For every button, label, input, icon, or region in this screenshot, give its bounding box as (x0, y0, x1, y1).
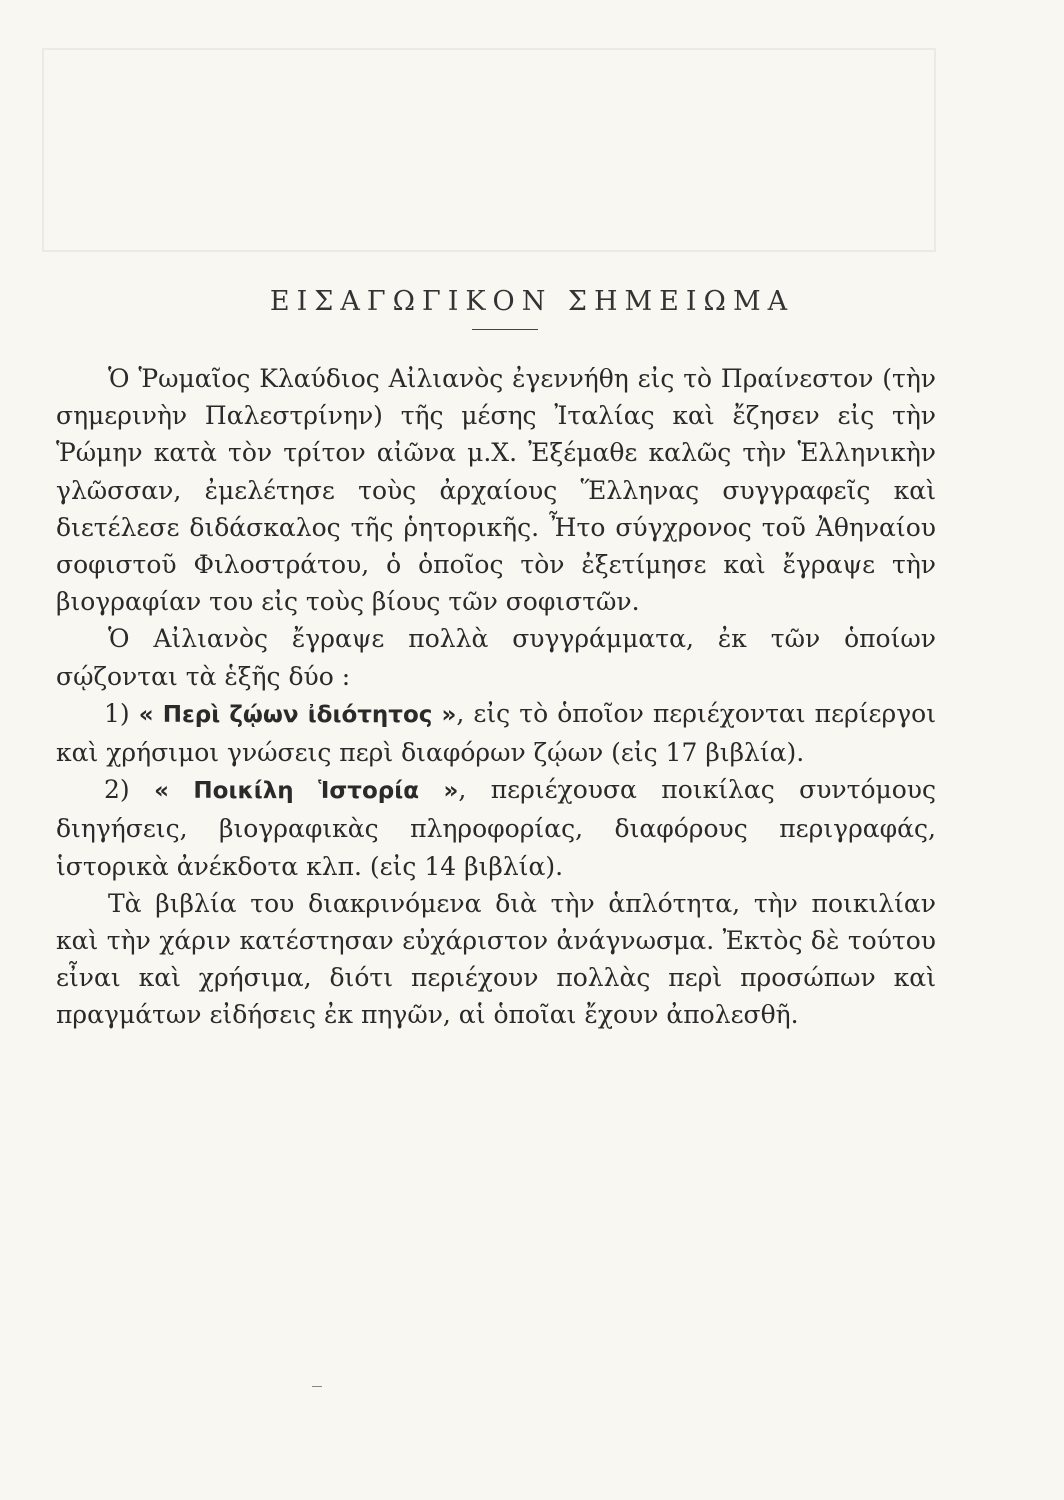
list-item (56, 771, 936, 885)
paragraph-works: Ὁ Αἰλιανὸς ἔγραψε πολλὰ συγγράμματα, ἐκ τῶν ὁποίων σῴζονται τὰ ἑξῆς δύο : (56, 624, 936, 691)
item-number: 2) (104, 775, 130, 805)
item-text: , εἰς τὸ ὁποῖον περιέχονται περίεργοι καὶ χρήσιμοι γνώσεις περὶ διαφόρων ζῴων (εἰς 17 βιβλία). (56, 698, 936, 768)
item-text: , περιέχουσα ποικίλας συντόμους διηγήσεις, βιογραφικὰς πληροφορίας, διαφόρους περιγραφάς, ἱστορικὰ ἀνέκδοτα κλπ. (εἰς 14 βιβλία). (56, 775, 937, 881)
item-title: « Περὶ ζῴων ἰδιότητος » (138, 701, 457, 728)
title-underline (472, 329, 538, 330)
item-title: « Ποικίλη Ἱστορία » (154, 778, 459, 805)
bleed-through-frame (42, 48, 936, 252)
paragraph-closing: Τὰ βιβλία του διακρινόμενα διὰ τὴν ἁπλότητα, τὴν ποικιλίαν καὶ τὴν χάριν κατέστησαν εὐχάριστον ἀνάγνωσμα. Ἐκτὸς δὲ τούτου εἶναι καὶ χρήσιμα, διότι περιέχουν πολλὰς περὶ προσώπων καὶ πραγμάτων εἰδήσεις ἐκ πηγῶν, αἱ ὁποῖαι ἔχουν ἀπολεσθῆ. (56, 888, 936, 1030)
footer-mark (312, 1386, 322, 1387)
list-item (56, 695, 936, 771)
page-title: ΕΙΣΑΓΩΓΙΚΟΝ ΣΗΜΕΙΩΜΑ (269, 286, 795, 317)
body-text (56, 360, 936, 1034)
paragraph-intro: Ὁ Ῥωμαῖος Κλαύδιος Αἰλιανὸς ἐγεννήθη εἰς τὸ Πραίνεστον (τὴν σημερινὴν Παλεστρίνην) τῆς μέσης Ἰταλίας καὶ ἔζησεν εἰς τὴν Ῥώμην κατὰ τὸν τρίτον αἰῶνα μ.Χ. Ἐξέμαθε καλῶς τὴν Ἑλληνικὴν γλῶσσαν, ἐμελέτησε τοὺς ἀρχαίους Ἕλληνας συγγραφεῖς καὶ διετέλεσε διδάσκαλος τῆς ῥητορικῆς. Ἦτο σύγχρονος τοῦ Ἀθηναίου σοφιστοῦ Φιλοστράτου, ὁ ὁποῖος τὸν ἐξετίμησε καὶ ἔγραψε τὴν βιογραφίαν του εἰς τοὺς βίους τῶν σοφιστῶν. (56, 364, 936, 617)
item-number: 1) (104, 698, 130, 728)
